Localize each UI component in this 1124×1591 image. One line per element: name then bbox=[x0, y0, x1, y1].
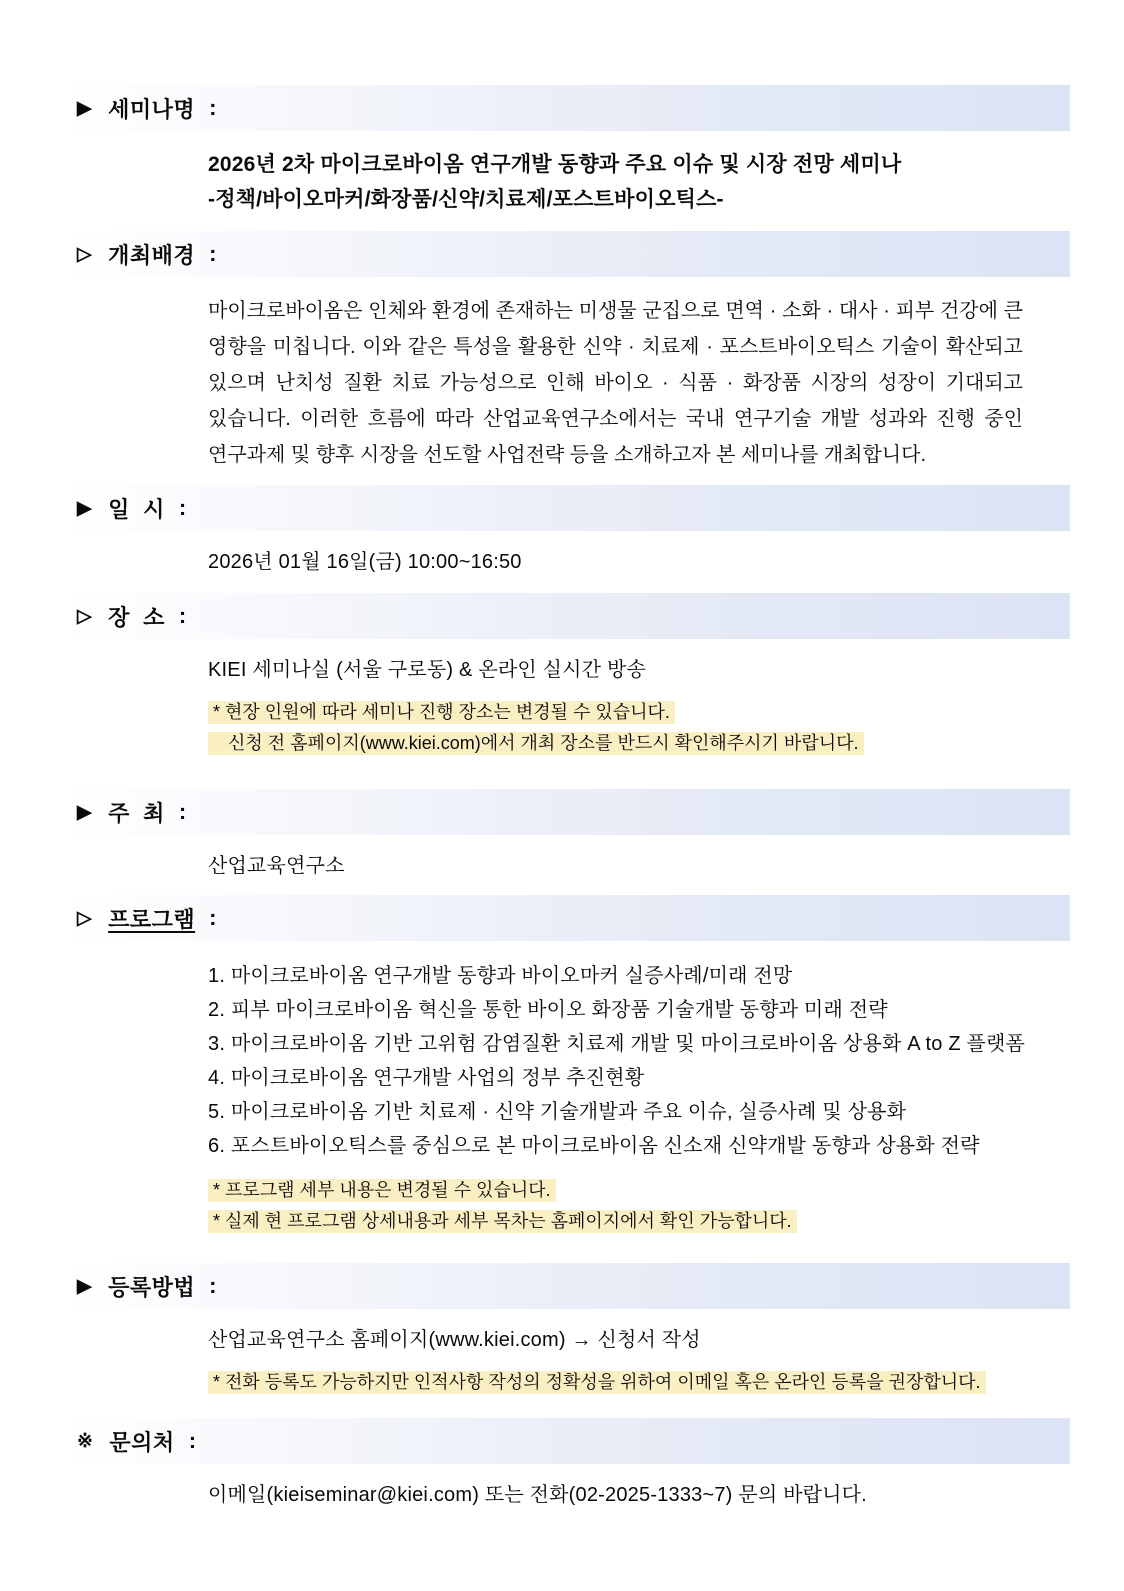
seminar-title-line1: 2026년 2차 마이크로바이옴 연구개발 동향과 주요 이슈 및 시장 전망 세미나 bbox=[208, 153, 902, 176]
outline-triangle-icon: ▷ bbox=[77, 907, 93, 929]
section-label-datetime: 일 시 bbox=[108, 496, 165, 522]
seminar-title-block bbox=[208, 147, 1124, 217]
section-label-host: 주 최 bbox=[108, 800, 165, 826]
section-header-registration bbox=[63, 1263, 1070, 1309]
section-label-venue: 장 소 bbox=[108, 604, 165, 630]
section-header-background bbox=[63, 231, 1070, 277]
program-item: 2. 피부 마이크로바이옴 혁신을 통한 바이오 화장품 기술개발 동향과 미래 전략 bbox=[208, 999, 888, 1021]
program-item: 4. 마이크로바이옴 연구개발 사업의 정부 추진현황 bbox=[208, 1067, 645, 1089]
venue-value: KIEI 세미나실 (서울 구로동) & 온라인 실시간 방송 bbox=[208, 659, 646, 681]
host-value: 산업교육연구소 bbox=[208, 855, 345, 877]
section-label-seminar-name: 세미나명 bbox=[108, 96, 196, 122]
section-colon: : bbox=[178, 799, 187, 824]
section-header-contact bbox=[63, 1418, 1070, 1464]
section-colon: : bbox=[178, 603, 187, 628]
filled-triangle-icon: ▶ bbox=[77, 97, 93, 119]
filled-triangle-icon: ▶ bbox=[77, 1275, 93, 1297]
registration-value: 산업교육연구소 홈페이지(www.kiei.com) → 신청서 작성 bbox=[208, 1329, 701, 1351]
filled-triangle-icon: ▶ bbox=[77, 497, 93, 519]
background-paragraph: 마이크로바이옴은 인체와 환경에 존재하는 미생물 군집으로 면역 · 소화 · 대사 · 피부 건강에 큰 영향을 미칩니다. 이와 같은 특성을 활용한 신약 · 치료제 · 포스트바이오틱스 기술이 확산되고 있으며 난치성 질환 치료 가능성으로 인해 바이오 · 식품 · 화장품 시장의 성장이 기대되고 있습니다. 이러한 흐름에 따라 산업교육연구소에서는 국내 연구기술 개발 성과와 진행 중인 연구과제 및 향후 시장을 선도할 사업전략 등을 소개하고자 본 세미나를 개최합니다. bbox=[208, 300, 1023, 466]
contact-value: 이메일(kieiseminar@kiei.com) 또는 전화(02-2025-1333~7) 문의 바랍니다. bbox=[208, 1484, 867, 1506]
program-item: 1. 마이크로바이옴 연구개발 동향과 바이오마커 실증사례/미래 전망 bbox=[208, 965, 793, 987]
section-colon: : bbox=[209, 241, 217, 266]
program-item: 3. 마이크로바이옴 기반 고위험 감염질환 치료제 개발 및 마이크로바이옴 상용화 A to Z 플랫폼 bbox=[208, 1033, 1026, 1055]
section-header-venue bbox=[63, 593, 1070, 639]
venue-note-1 bbox=[208, 699, 1124, 726]
section-header-datetime bbox=[63, 485, 1070, 531]
highlighted-note: 신청 전 홈페이지(www.kiei.com)에서 개최 장소를 반드시 확인해주시기 바랍니다. bbox=[208, 732, 864, 755]
datetime-value: 2026년 01월 16일(금) 10:00~16:50 bbox=[208, 551, 522, 573]
highlighted-note: * 현장 인원에 따라 세미나 진행 장소는 변경될 수 있습니다. bbox=[208, 701, 675, 724]
section-colon: : bbox=[209, 95, 217, 120]
registration-notes bbox=[208, 1369, 1124, 1396]
reference-mark-icon: ※ bbox=[77, 1430, 94, 1452]
outline-triangle-icon: ▷ bbox=[77, 605, 93, 627]
program-note-2 bbox=[208, 1208, 1124, 1235]
section-colon: : bbox=[209, 1273, 217, 1298]
section-header-seminar-name bbox=[63, 85, 1070, 131]
venue-note-2 bbox=[208, 730, 1124, 757]
highlighted-note: * 프로그램 세부 내용은 변경될 수 있습니다. bbox=[208, 1179, 556, 1202]
section-colon: : bbox=[209, 905, 217, 930]
highlighted-note: * 전화 등록도 가능하지만 인적사항 작성의 정확성을 위하여 이메일 혹은 온라인 등록을 권장합니다. bbox=[208, 1371, 986, 1394]
registration-note-1 bbox=[208, 1369, 1124, 1396]
venue-notes bbox=[208, 699, 1124, 757]
section-header-program bbox=[63, 895, 1070, 941]
section-colon: : bbox=[178, 495, 187, 520]
section-label-contact: 문의처 bbox=[109, 1429, 175, 1455]
program-item: 5. 마이크로바이옴 기반 치료제 · 신약 기술개발과 주요 이슈, 실증사례 및 상용화 bbox=[208, 1101, 907, 1123]
section-label-registration: 등록방법 bbox=[108, 1274, 196, 1300]
program-item: 6. 포스트바이오틱스를 중심으로 본 마이크로바이옴 신소재 신약개발 동향과 상용화 전략 bbox=[208, 1135, 980, 1157]
section-label-program: 프로그램 bbox=[108, 906, 196, 932]
program-list bbox=[208, 959, 1124, 1163]
section-colon: : bbox=[188, 1428, 197, 1453]
seminar-title-line2: -정책/바이오마커/화장품/신약/치료제/포스트바이오틱스- bbox=[208, 188, 724, 211]
section-header-host bbox=[63, 789, 1070, 835]
program-notes bbox=[208, 1177, 1124, 1235]
section-label-background: 개최배경 bbox=[108, 242, 196, 268]
highlighted-note: * 실제 현 프로그램 상세내용과 세부 목차는 홈페이지에서 확인 가능합니다. bbox=[208, 1210, 797, 1233]
filled-triangle-icon: ▶ bbox=[77, 801, 93, 823]
program-note-1 bbox=[208, 1177, 1124, 1204]
outline-triangle-icon: ▷ bbox=[77, 243, 93, 265]
